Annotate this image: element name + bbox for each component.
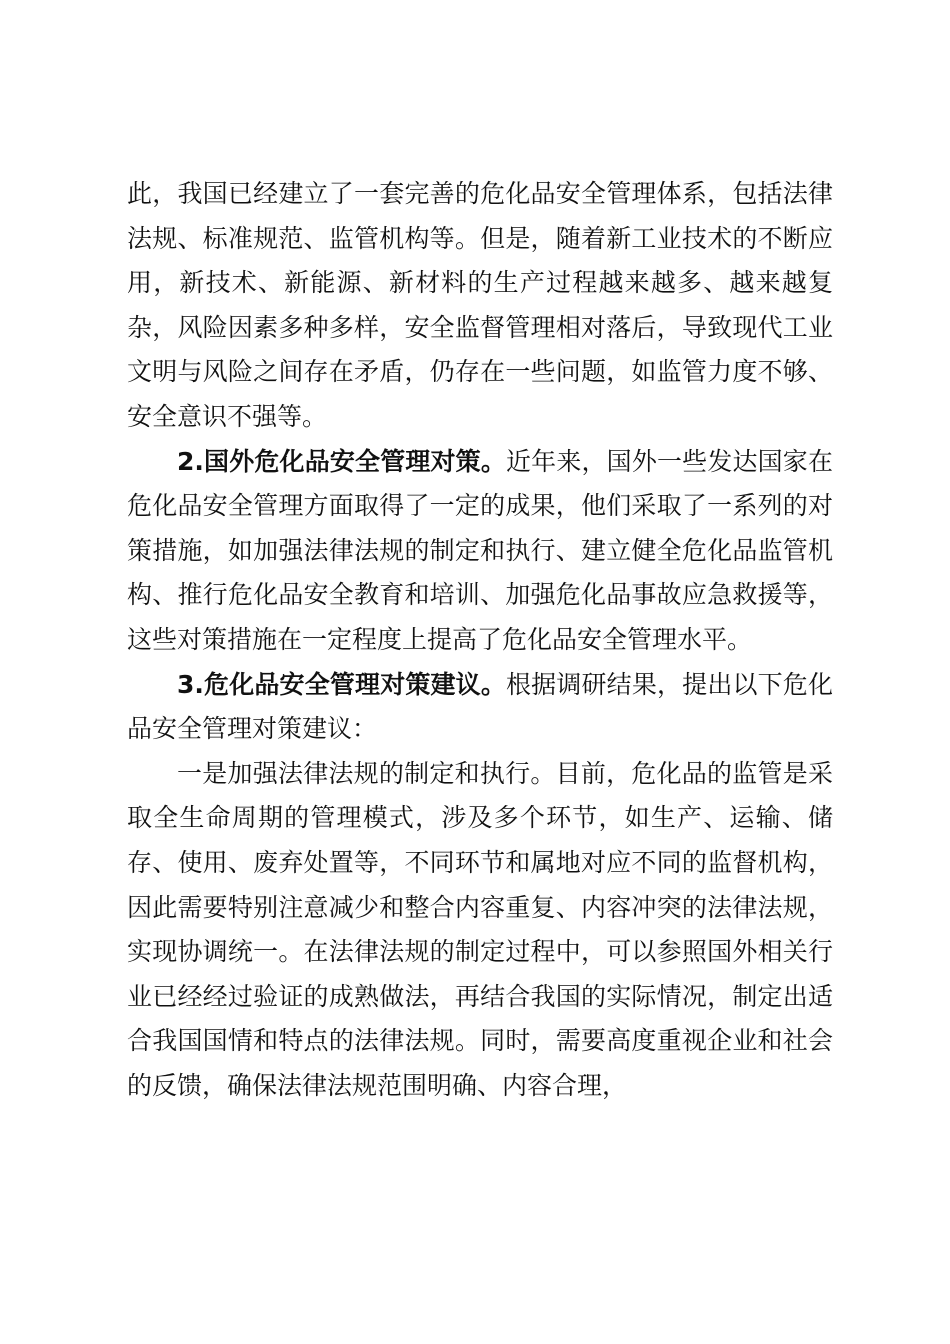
paragraph-continuation [127,172,833,440]
paragraph-foreign-countermeasures [127,440,833,663]
paragraph-suggestions [127,663,833,752]
paragraph-laws-regulations [127,752,833,1109]
document-page [127,172,833,1108]
paragraph-text: 根据调研结果，提出以下危化品安全管理对策建议： [127,669,833,744]
paragraph-heading: 3.危化品安全管理对策建议。 [177,669,507,699]
paragraph-text: 一是加强法律法规的制定和执行。目前，危化品的监管是采取全生命周期的管理模式，涉及多个环节，如生产、运输、储存、使用、废弃处置等，不同环节和属地对应不同的监督机构，因此需要特别注意减少和整合内容重复、内容冲突的法律法规，实现协调统一。在法律法规的制定过程中，可以参照国外相关行业已经经过验证的成熟做法，再结合我国的实际情况，制定出适合我国国情和特点的法律法规。同时，需要高度重视企业和社会的反馈，确保法律法规范围明确、内容合理， [127,758,833,1100]
paragraph-heading: 2.国外危化品安全管理对策。 [177,446,507,476]
paragraph-text: 近年来，国外一些发达国家在危化品安全管理方面取得了一定的成果，他们采取了一系列的对策措施，如加强法律法规的制定和执行、建立健全危化品监管机构、推行危化品安全教育和培训、加强危化品事故应急救援等，这些对策措施在一定程度上提高了危化品安全管理水平。 [127,446,833,654]
paragraph-text: 此，我国已经建立了一套完善的危化品安全管理体系，包括法律法规、标准规范、监管机构等。但是，随着新工业技术的不断应用，新技术、新能源、新材料的生产过程越来越多、越来越复杂，风险因素多种多样，安全监督管理相对落后，导致现代工业文明与风险之间存在矛盾，仍存在一些问题，如监管力度不够、安全意识不强等。 [127,179,833,431]
